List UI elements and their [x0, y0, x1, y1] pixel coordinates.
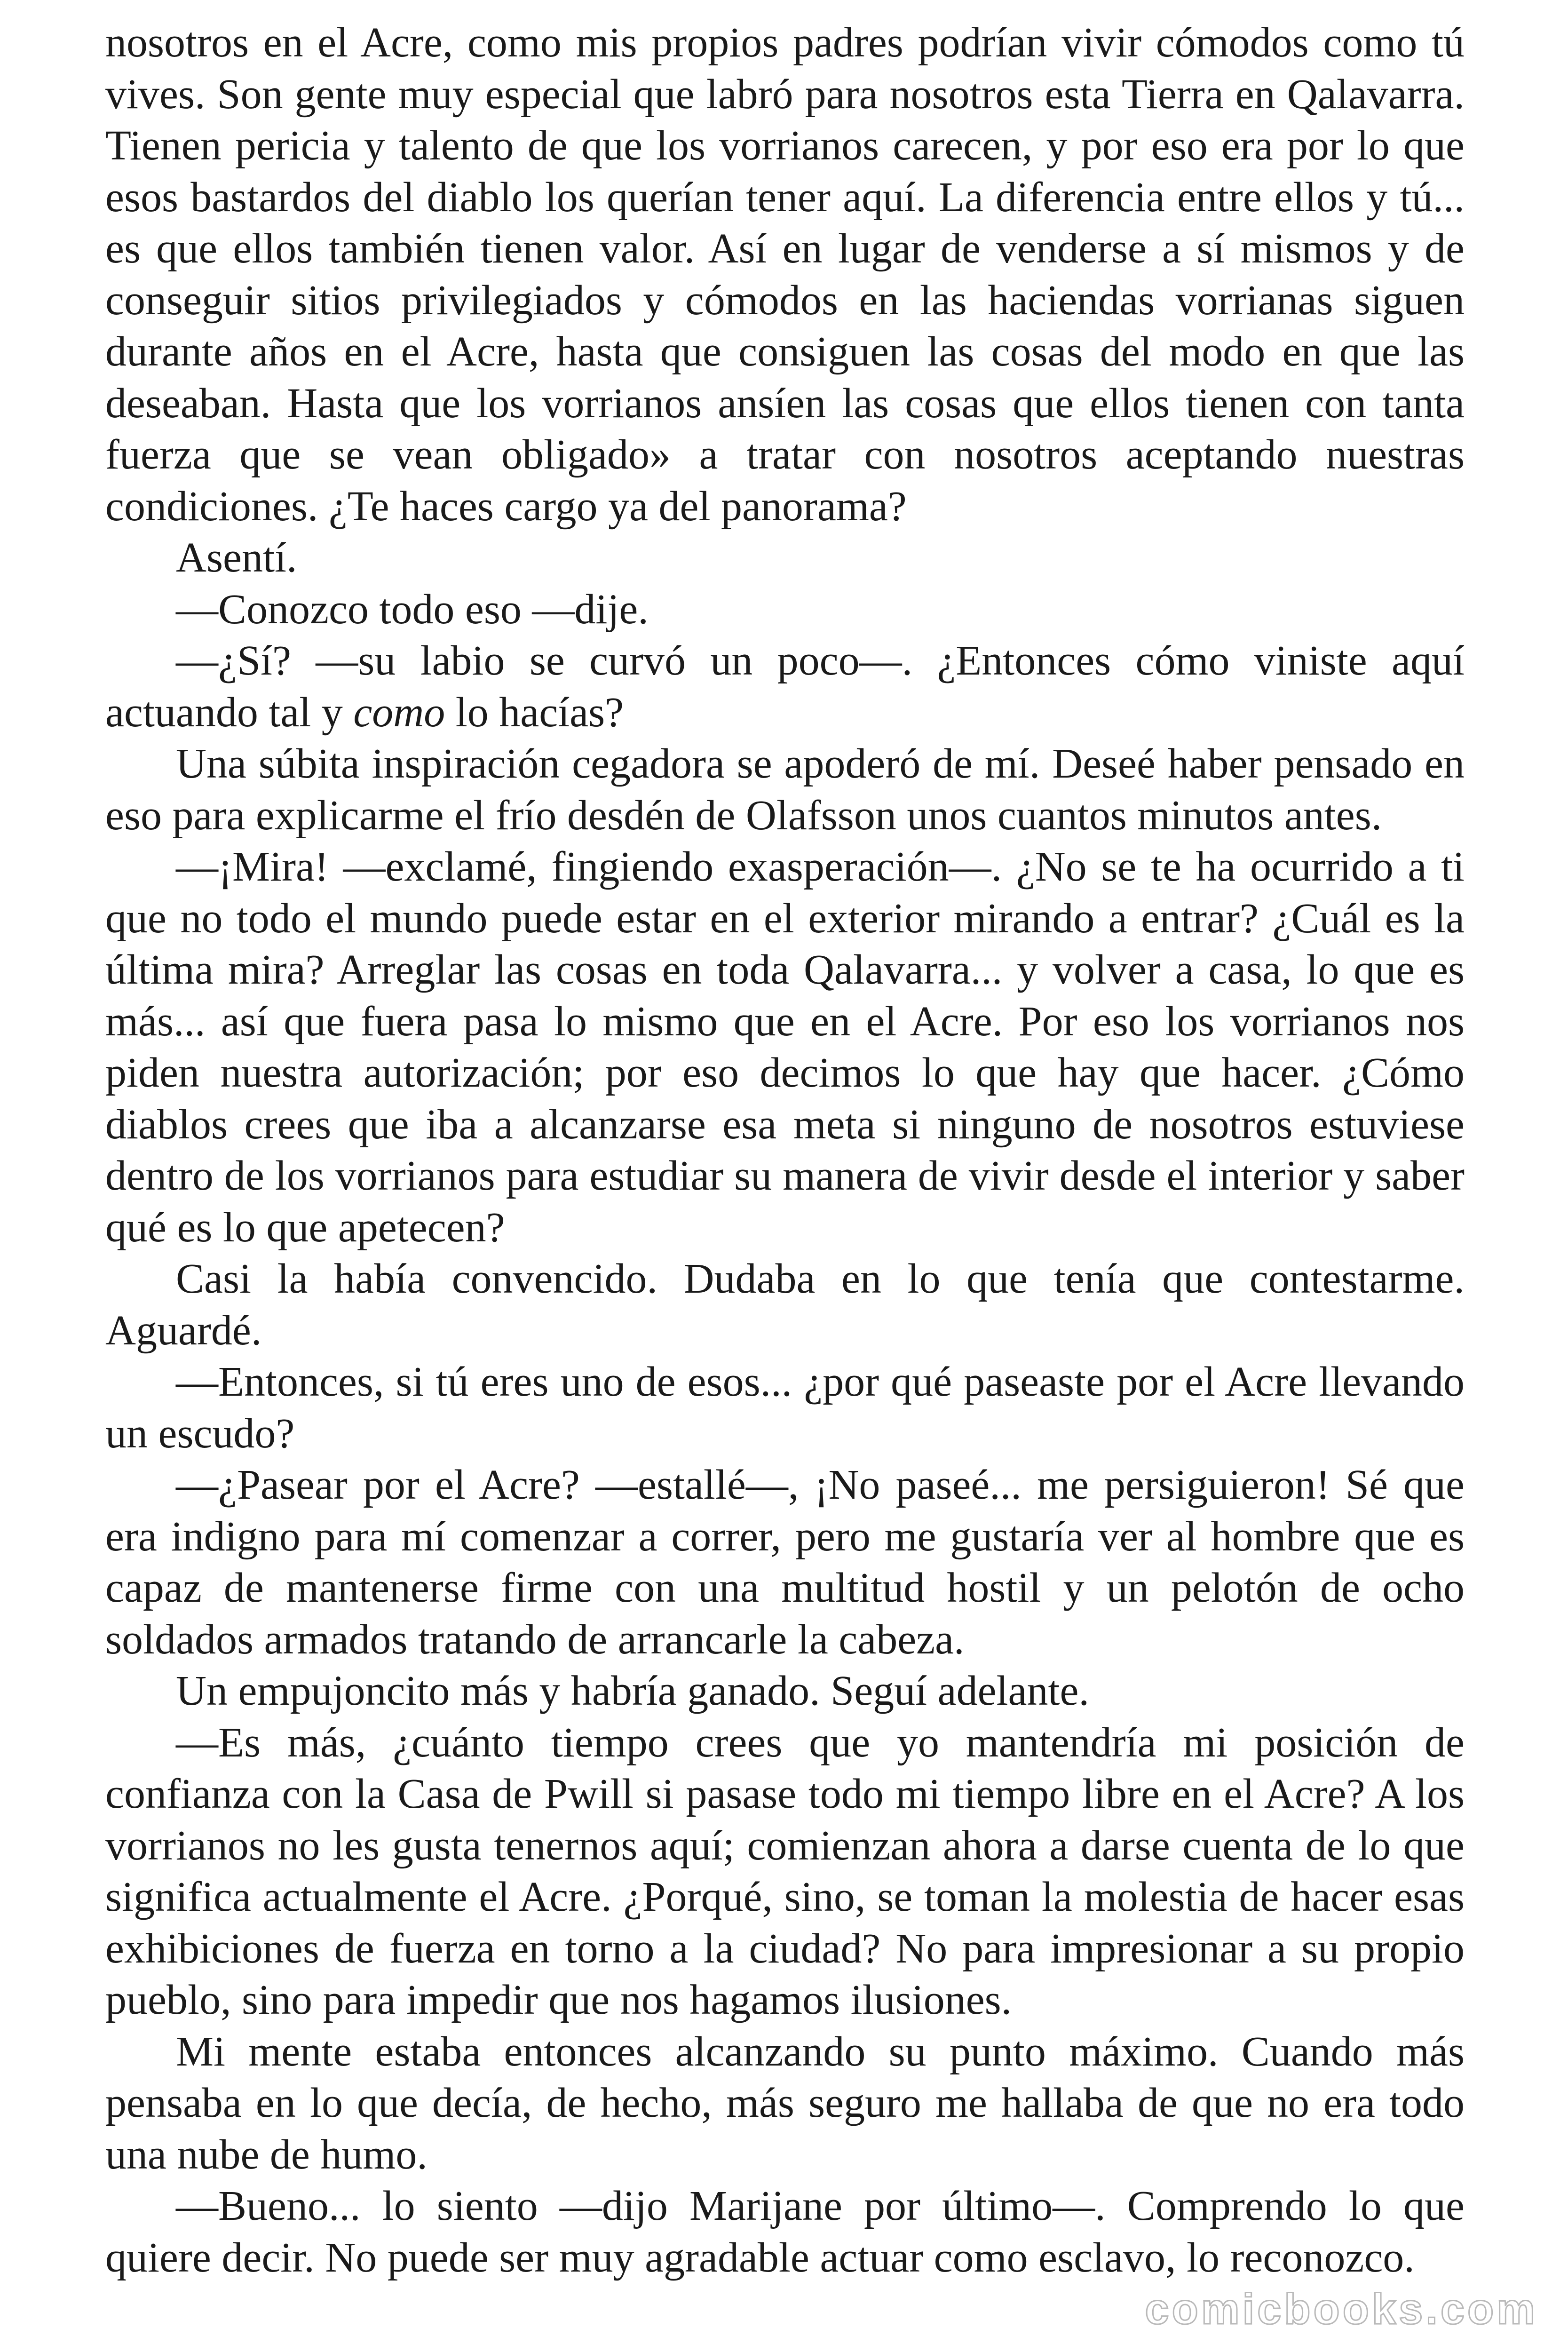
- paragraph: —Bueno... lo siento —dijo Marijane por último—. Comprendo lo que quiere decir. No puede ser muy agradable actuar como esclavo, lo reconozco.: [105, 2183, 1465, 2281]
- book-page-text: [105, 17, 1465, 2283]
- paragraph: Mi mente estaba entonces alcanzando su punto máximo. Cuando más pensaba en lo que decía, de hecho, más seguro me hallaba de que no era todo una nube de humo.: [105, 2028, 1465, 2178]
- paragraph: —¿Pasear por el Acre? —estallé—, ¡No paseé... me persiguieron! Sé que era indigno para mí comenzar a correr, pero me gustaría ver al hombre que es capaz de mantenerse firme con una multitud hostil y un pelotón de ocho soldados armados tratando de arrancarle la cabeza.: [105, 1462, 1465, 1663]
- paragraph-text-after: lo hacías?: [445, 689, 624, 736]
- paragraph: Una súbita inspiración cegadora se apoderó de mí. Deseé haber pensado en eso para explicarme el frío desdén de Olafsson unos cuantos minutos antes.: [105, 740, 1465, 839]
- paragraph: —¡Mira! —exclamé, fingiendo exasperación—. ¿No se te ha ocurrido a ti que no todo el mundo puede estar en el exterior mirando a entrar? ¿Cuál es la última mira? Arreglar las cosas en toda Qalavarra... y volver a casa, lo que es más... así que fuera pasa lo mismo que en el Acre. Por eso los vorrianos nos piden nuestra autorización; por eso decimos lo que hay que hacer. ¿Cómo diablos crees que iba a alcanzarse esa meta si ninguno de nosotros estuviese dentro de los vorrianos para estudiar su manera de vivir desde el interior y saber qué es lo que apetecen?: [105, 843, 1465, 1251]
- paragraph: —Entonces, si tú eres uno de esos... ¿por qué paseaste por el Acre llevando un escudo?: [105, 1359, 1465, 1457]
- paragraph: Casi la había convencido. Dudaba en lo que tenía que contestarme. Aguardé.: [105, 1255, 1465, 1354]
- paragraph: —Es más, ¿cuánto tiempo crees que yo mantendría mi posición de confianza con la Casa de Pwill si pasase todo mi tiempo libre en el Acre? A los vorrianos no les gusta tenernos aquí; comienzan ahora a darse cuenta de lo que significa actualmente el Acre. ¿Porqué, sino, se toman la molestia de hacer esas exhibiciones de fuerza en torno a la ciudad? No para impresionar a su propio pueblo, sino para impedir que nos hagamos ilusiones.: [105, 1719, 1465, 2023]
- watermark-logo: comicbooks.com: [1145, 2285, 1538, 2333]
- paragraph-with-italic: [105, 635, 1465, 738]
- paragraph: Un empujoncito más y habría ganado. Seguí adelante.: [176, 1668, 1089, 1714]
- paragraph-text-before: —¿Sí? —su labio se curvó un poco—. ¿Entonces cómo viniste aquí actuando tal y: [105, 637, 1465, 736]
- paragraph: Asentí.: [176, 534, 297, 581]
- paragraph-continuation: nosotros en el Acre, como mis propios padres podrían vivir cómodos como tú vives. Son gente muy especial que labró para nosotros esta Tierra en Qalavarra. Tienen pericia y talento de que los vorrianos carecen, y por eso era por lo que esos bastardos del diablo los querían tener aquí. La diferencia entre ellos y tú... es que ellos también tienen valor. Así en lugar de venderse a sí mismos y de conseguir sitios privilegiados y cómodos en las haciendas vorrianas siguen durante años en el Acre, hasta que consiguen las cosas del modo en que las deseaban. Hasta que los vorrianos ansíen las cosas que ellos tienen con tanta fuerza que se vean obligado» a tratar con nosotros aceptando nuestras condiciones. ¿Te haces cargo ya del panorama?: [105, 19, 1465, 530]
- paragraph: —Conozco todo eso —dije.: [176, 586, 649, 633]
- italic-word: como: [353, 689, 445, 736]
